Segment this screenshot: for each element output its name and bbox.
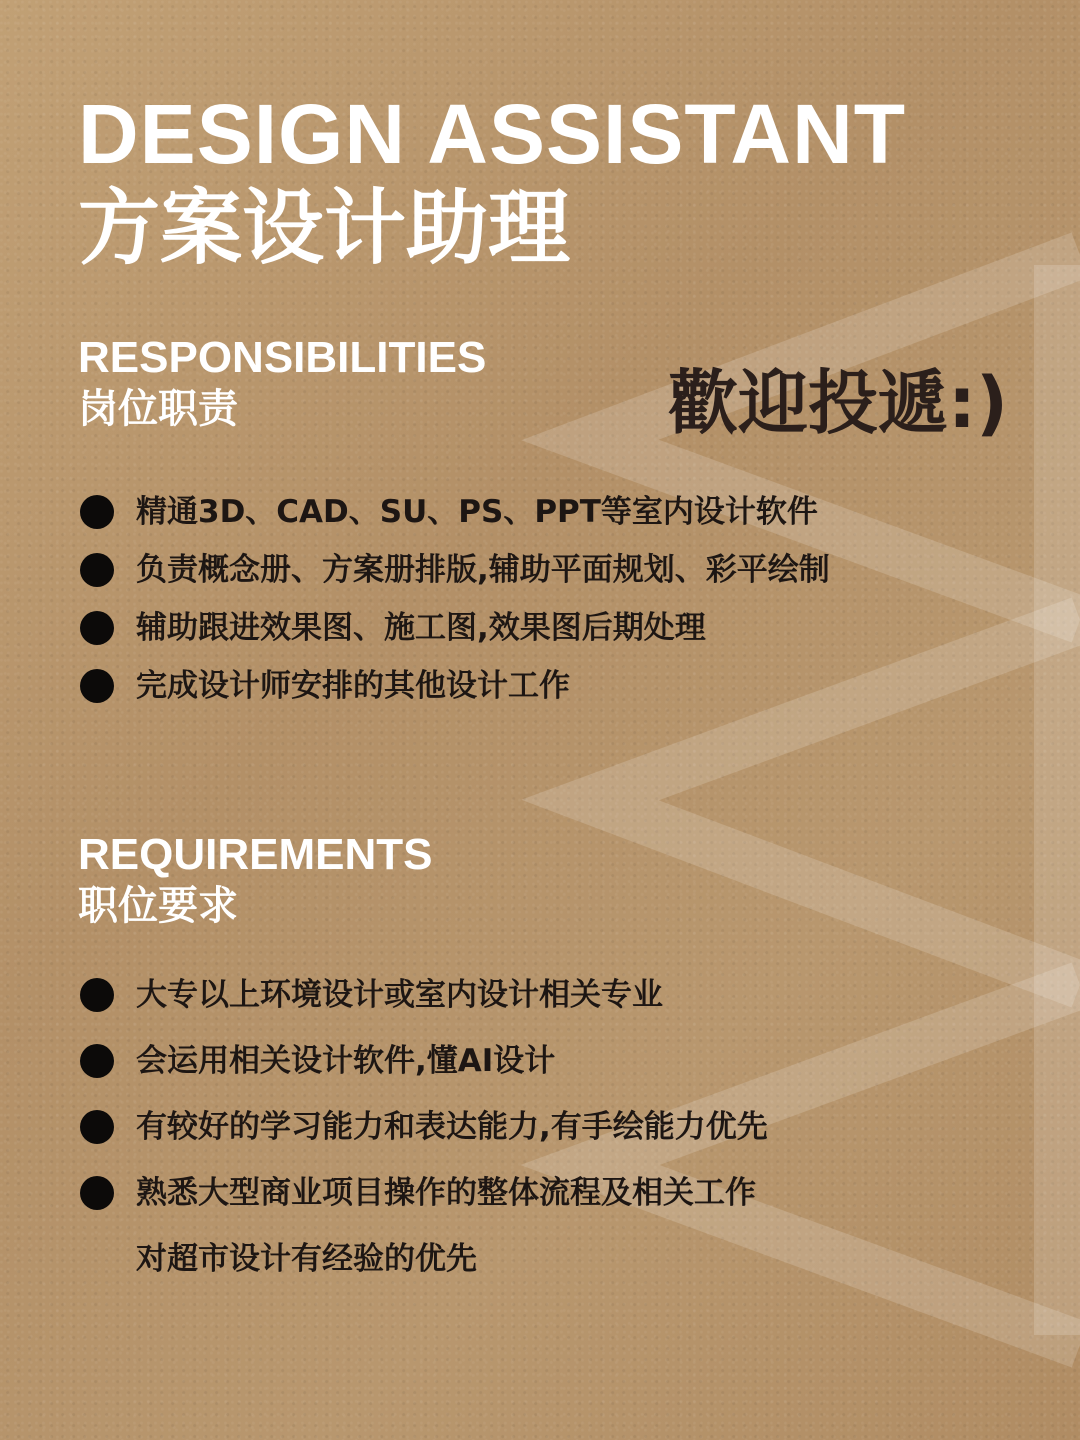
bullet-icon: [80, 553, 114, 587]
list-item: [80, 1094, 768, 1160]
bullet-icon: [80, 978, 114, 1012]
title-english: DESIGN ASSISTANT: [78, 87, 907, 181]
responsibilities-heading-chinese: 岗位职责: [78, 386, 238, 432]
list-item: [80, 1028, 768, 1094]
bullet-icon: [80, 1176, 114, 1210]
list-item-continuation: [80, 1226, 768, 1292]
list-item-text: 对超市设计有经验的优先: [136, 1241, 477, 1277]
bullet-icon: [80, 1110, 114, 1144]
list-item-text: 辅助跟进效果图、施工图,效果图后期处理: [136, 610, 706, 646]
bullet-icon: [80, 669, 114, 703]
list-item: [80, 483, 830, 541]
requirements-list: [80, 962, 768, 1292]
list-item-text: 精通3D、CAD、SU、PS、PPT等室内设计软件: [136, 494, 818, 530]
list-item-text: 有较好的学习能力和表达能力,有手绘能力优先: [136, 1109, 768, 1145]
list-item: [80, 541, 830, 599]
requirements-heading-english: REQUIREMENTS: [78, 830, 433, 879]
list-item-text: 熟悉大型商业项目操作的整体流程及相关工作: [136, 1175, 756, 1211]
bullet-icon: [80, 495, 114, 529]
list-item: [80, 1160, 768, 1226]
list-item: [80, 599, 830, 657]
responsibilities-heading-english: RESPONSIBILITIES: [78, 333, 487, 382]
list-item: [80, 657, 830, 715]
list-item-text: 大专以上环境设计或室内设计相关专业: [136, 977, 663, 1013]
list-item-text: 完成设计师安排的其他设计工作: [136, 668, 570, 704]
bullet-icon: [80, 611, 114, 645]
requirements-heading-chinese: 职位要求: [78, 883, 238, 929]
title-chinese: 方案设计助理: [78, 181, 571, 276]
responsibilities-list: [80, 483, 830, 715]
list-item-text: 会运用相关设计软件,懂AI设计: [136, 1043, 556, 1079]
list-item: [80, 962, 768, 1028]
bullet-icon: [80, 1044, 114, 1078]
list-item-text: 负责概念册、方案册排版,辅助平面规划、彩平绘制: [136, 552, 830, 588]
welcome-message: 歡迎投遞:): [668, 362, 1008, 444]
